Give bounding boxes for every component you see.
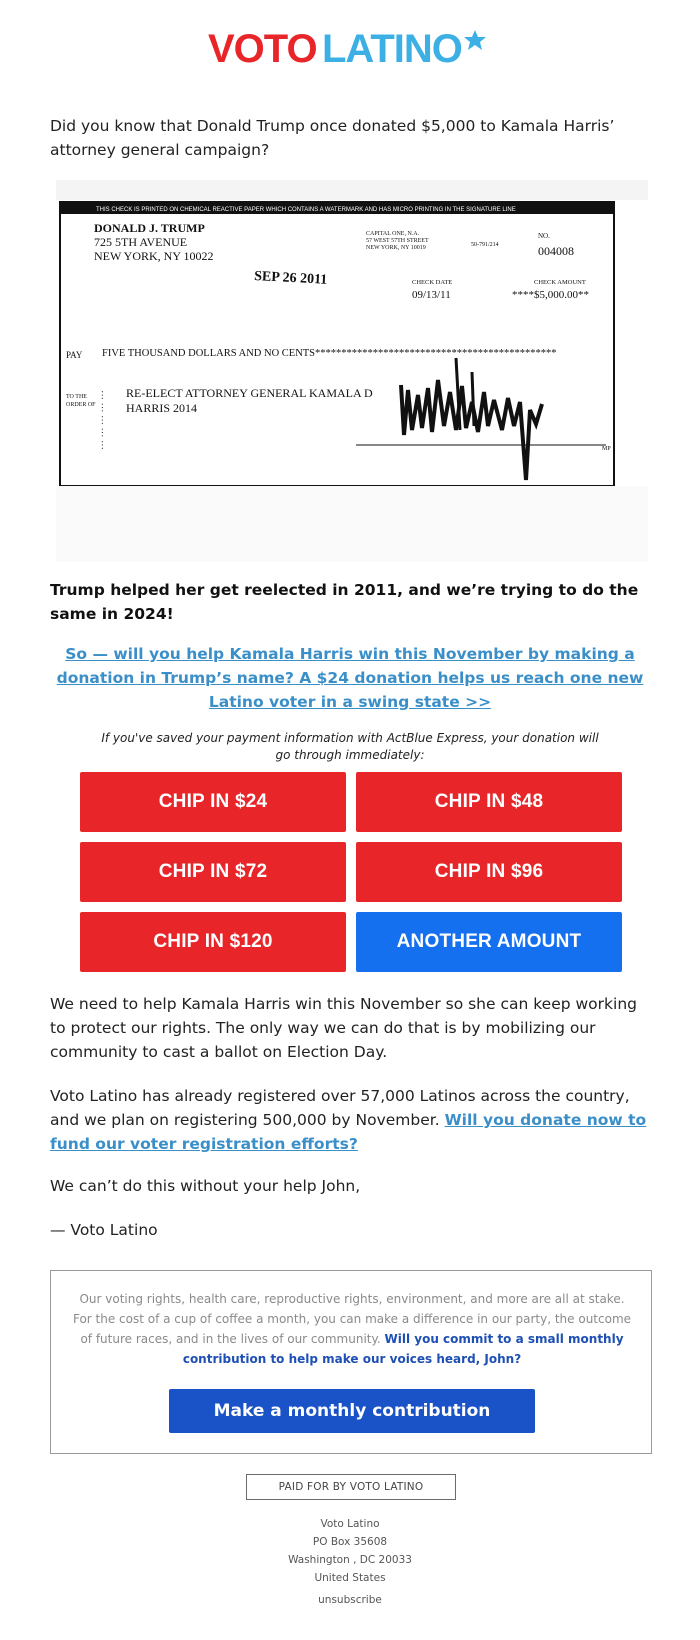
check-payee-line2: HARRIS 2014 (126, 401, 198, 415)
monthly-box-ask-link[interactable]: Will you commit to a small monthly contribution to help make our voices heard, John? (182, 1332, 624, 1366)
check-to-label: TO THE (66, 394, 87, 400)
make-monthly-contribution-button[interactable]: Make a monthly contribution (169, 1389, 535, 1433)
check-amount: ****$5,000.00** (512, 289, 589, 301)
footer-address (0, 1515, 700, 1609)
another-amount-button[interactable]: ANOTHER AMOUNT (356, 912, 622, 972)
logo-voto-text: VOTO (208, 27, 317, 70)
unsubscribe-link[interactable]: unsubscribe (318, 1594, 382, 1606)
voto-latino-logo[interactable] (0, 24, 700, 74)
reelection-statement: Trump helped her get reelected in 2011, and we’re trying to do the same in 2024! (50, 581, 639, 623)
chip-in-72-button[interactable]: CHIP IN $72 (80, 842, 346, 902)
help-john-text: We can’t do this without your help John, (50, 1177, 361, 1195)
mobilize-paragraph: We need to help Kamala Harris win this November so she can keep working to protect our rights. The only way we can do that is by mobilizing our community to cast a ballot on Election Day. (50, 995, 637, 1061)
check-payee-line1: RE-ELECT ATTORNEY GENERAL KAMALA D (126, 386, 373, 400)
footer-country: United States (314, 1572, 386, 1584)
registration-text: Voto Latino has already registered over 57,000 Latinos across the country, and we plan on registering 500,000 by November. (50, 1087, 630, 1129)
check-bank-addr2: NEW YORK, NY 10019 (366, 245, 426, 251)
paid-for-disclaimer: PAID FOR BY VOTO LATINO (246, 1474, 456, 1500)
logo-latino-text: LATINO (322, 27, 462, 70)
check-payer-addr1: 725 5TH AVENUE (94, 235, 188, 249)
chip-in-24-button[interactable]: CHIP IN $24 (80, 772, 346, 832)
footer-org: Voto Latino (320, 1518, 380, 1530)
monthly-contribution-box (50, 1270, 652, 1454)
donate-cta-link[interactable]: So — will you help Kamala Harris win this November by making a donation in Trump’s name? A $24 donation helps us reach one new Latino voter in a swing state >> (56, 645, 644, 711)
check-payer-addr2: NEW YORK, NY 10022 (94, 249, 214, 263)
check-no-label: NO. (538, 232, 550, 240)
check-routing: 50-791/214 (471, 242, 499, 248)
trump-check-image (56, 180, 648, 562)
monthly-box-text (69, 1289, 635, 1369)
check-payer-name: DONALD J. TRUMP (94, 221, 205, 235)
check-number: 004008 (538, 244, 574, 258)
actblue-express-note: If you've saved your payment information with ActBlue Express, your donation will go through immediately: (101, 731, 599, 762)
check-amount-label: CHECK AMOUNT (534, 279, 586, 286)
intro-text: Did you know that Donald Trump once donated $5,000 to Kamala Harris’ attorney general campaign? (50, 117, 615, 159)
chip-in-48-button[interactable]: CHIP IN $48 (356, 772, 622, 832)
check-pay-label: PAY (66, 350, 83, 360)
chip-in-120-button[interactable]: CHIP IN $120 (80, 912, 346, 972)
svg-text:··· ··· ··· ··· ···: ··· ··· ··· ··· ··· (98, 390, 109, 450)
chip-in-96-button[interactable]: CHIP IN $96 (356, 842, 622, 902)
check-stamp-date: SEP 26 2011 (253, 269, 328, 288)
check-date-label: CHECK DATE (412, 279, 453, 286)
monthly-box-body: Our voting rights, health care, reproductive rights, environment, and more are all at stake. For the cost of a cup of coffee a month, you can make a difference in our party, the outcome of future races, and in the lives of our community. (72, 1292, 632, 1346)
check-order-label: ORDER OF (66, 402, 96, 408)
check-bank-name: CAPITAL ONE, N.A. (366, 231, 420, 237)
check-mp: MP (602, 446, 611, 452)
footer-po-box: PO Box 35608 (312, 1536, 388, 1548)
star-icon (464, 30, 486, 50)
fund-registration-link[interactable]: Will you donate now to fund our voter registration efforts? (50, 1111, 647, 1153)
registration-paragraph (50, 1084, 650, 1156)
check-bank-addr1: 57 WEST 57TH STREET (366, 238, 429, 244)
footer-city: Washington , DC 20033 (288, 1554, 412, 1566)
check-header-text: THIS CHECK IS PRINTED ON CHEMICAL REACTIVE PAPER WHICH CONTAINS A WATERMARK AND HAS MICRO PRINTING IN THE SIGNATURE LINE (96, 207, 516, 213)
check-pay-text: FIVE THOUSAND DOLLARS AND NO CENTS********************************************** (102, 348, 557, 359)
signoff-text: — Voto Latino (50, 1221, 158, 1239)
check-date: 09/13/11 (412, 289, 451, 301)
